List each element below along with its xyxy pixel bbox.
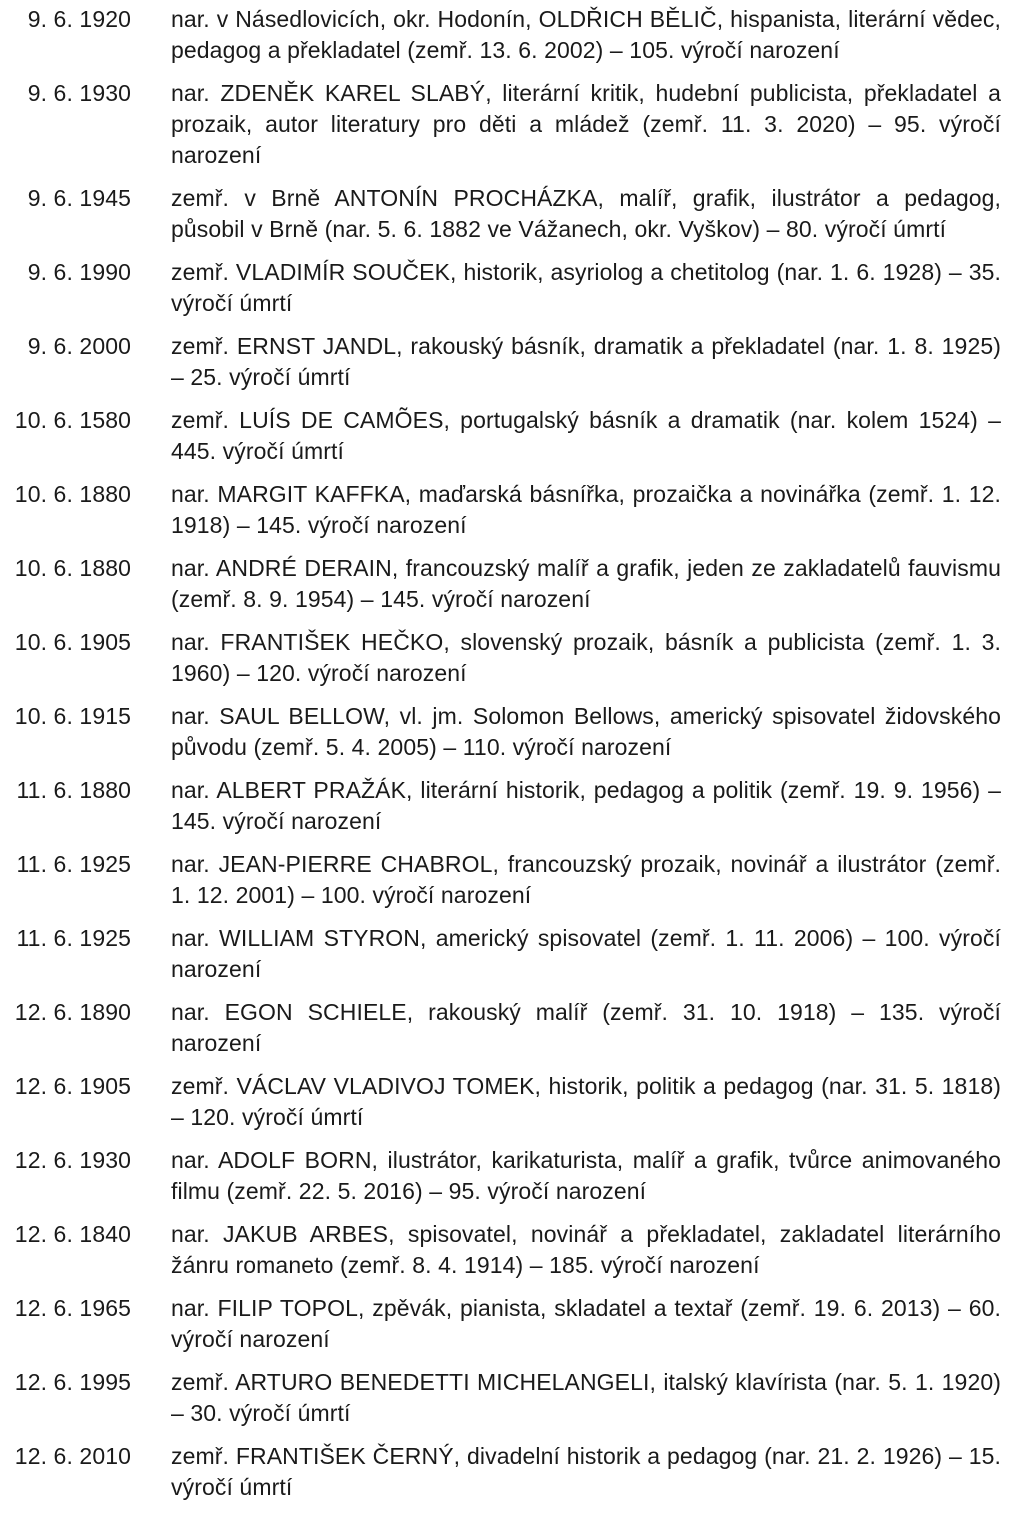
entry-text: zemř. VLADIMÍR SOUČEK, historik, asyriolog a chetitolog (nar. 1. 6. 1928) – 35. výročí úmrtí <box>171 259 1001 316</box>
entry-text: zemř. ARTURO BENEDETTI MICHELANGELI, italský klavírista (nar. 5. 1. 1920) – 30. výročí úmrtí <box>171 1369 1001 1426</box>
entry-date: 12. 6. 1965 <box>14 1295 131 1321</box>
list-item <box>0 849 1020 911</box>
list-item <box>0 78 1020 171</box>
entry-date: 9. 6. 2000 <box>27 333 131 359</box>
list-item <box>0 775 1020 837</box>
entry-date: 10. 6. 1580 <box>14 407 131 433</box>
entry-date: 10. 6. 1880 <box>14 555 131 581</box>
entry-date: 12. 6. 1995 <box>14 1369 131 1395</box>
entry-text: nar. FRANTIŠEK HEČKO, slovenský prozaik, básník a publicista (zemř. 1. 3. 1960) – 120. výročí narození <box>171 629 1001 686</box>
list-item <box>0 4 1020 66</box>
entry-text: zemř. VÁCLAV VLADIVOJ TOMEK, historik, politik a pedagog (nar. 31. 5. 1818) – 120. výročí úmrtí <box>171 1073 1001 1130</box>
entry-date: 9. 6. 1990 <box>27 259 131 285</box>
entry-date: 11. 6. 1925 <box>16 851 131 877</box>
entry-date: 10. 6. 1905 <box>14 629 131 655</box>
entry-date: 12. 6. 1890 <box>14 999 131 1025</box>
entry-text: nar. ADOLF BORN, ilustrátor, karikaturista, malíř a grafik, tvůrce animovaného filmu (zemř. 22. 5. 2016) – 95. výročí narození <box>171 1147 1001 1204</box>
list-item <box>0 701 1020 763</box>
list-item <box>0 997 1020 1059</box>
entry-text: zemř. FRANTIŠEK ČERNÝ, divadelní historik a pedagog (nar. 21. 2. 1926) – 15. výročí úmrtí <box>171 1443 1001 1500</box>
entry-text: nar. ANDRÉ DERAIN, francouzský malíř a grafik, jeden ze zakladatelů fauvismu (zemř. 8. 9. 1954) – 145. výročí narození <box>171 555 1001 612</box>
list-item <box>0 257 1020 319</box>
list-item <box>0 1145 1020 1207</box>
list-item <box>0 627 1020 689</box>
list-item <box>0 183 1020 245</box>
entry-text: nar. EGON SCHIELE, rakouský malíř (zemř. 31. 10. 1918) – 135. výročí narození <box>171 999 1001 1056</box>
entry-text: nar. JEAN-PIERRE CHABROL, francouzský prozaik, novinář a ilustrátor (zemř. 1. 12. 2001) – 100. výročí narození <box>171 851 1001 908</box>
entry-date: 10. 6. 1915 <box>14 703 131 729</box>
list-item <box>0 1071 1020 1133</box>
entry-date: 12. 6. 1930 <box>14 1147 131 1173</box>
list-item <box>0 1441 1020 1503</box>
list-item <box>0 1293 1020 1355</box>
list-item <box>0 479 1020 541</box>
list-item <box>0 923 1020 985</box>
entry-date: 11. 6. 1880 <box>16 777 131 803</box>
entry-date: 12. 6. 1905 <box>14 1073 131 1099</box>
entry-date: 12. 6. 1840 <box>14 1221 131 1247</box>
entry-text: zemř. ERNST JANDL, rakouský básník, dramatik a překladatel (nar. 1. 8. 1925) – 25. výročí úmrtí <box>171 333 1001 390</box>
entry-text: nar. ALBERT PRAŽÁK, literární historik, pedagog a politik (zemř. 19. 9. 1956) – 145. výročí narození <box>171 777 1001 834</box>
entry-date: 9. 6. 1920 <box>27 6 131 32</box>
list-item <box>0 553 1020 615</box>
entry-text: nar. WILLIAM STYRON, americký spisovatel (zemř. 1. 11. 2006) – 100. výročí narození <box>171 925 1001 982</box>
entry-date: 11. 6. 1925 <box>16 925 131 951</box>
entry-text: nar. v Násedlovicích, okr. Hodonín, OLDŘICH BĚLIČ, hispanista, literární vědec, pedagog a překladatel (zemř. 13. 6. 2002) – 105. výročí narození <box>171 6 1001 63</box>
entry-text: nar. JAKUB ARBES, spisovatel, novinář a překladatel, zakladatel literárního žánru romaneto (zemř. 8. 4. 1914) – 185. výročí narození <box>171 1221 1001 1278</box>
entry-date: 10. 6. 1880 <box>14 481 131 507</box>
list-item <box>0 1219 1020 1281</box>
entry-date: 12. 6. 2010 <box>14 1443 131 1469</box>
entry-text: nar. FILIP TOPOL, zpěvák, pianista, skladatel a textař (zemř. 19. 6. 2013) – 60. výročí narození <box>171 1295 1001 1352</box>
list-item <box>0 1367 1020 1429</box>
entry-date: 9. 6. 1945 <box>27 185 131 211</box>
entry-text: nar. MARGIT KAFFKA, maďarská básnířka, prozaička a novinářka (zemř. 1. 12. 1918) – 145. výročí narození <box>171 481 1001 538</box>
anniversary-list <box>0 4 1020 1515</box>
entry-text: nar. SAUL BELLOW, vl. jm. Solomon Bellows, americký spisovatel židovského původu (zemř. 5. 4. 2005) – 110. výročí narození <box>171 703 1001 760</box>
list-item <box>0 331 1020 393</box>
entry-text: zemř. v Brně ANTONÍN PROCHÁZKA, malíř, grafik, ilustrátor a pedagog, působil v Brně (nar. 5. 6. 1882 ve Vážanech, okr. Vyškov) – 80. výročí úmrtí <box>171 185 1001 242</box>
entry-text: nar. ZDENĚK KAREL SLABÝ, literární kritik, hudební publicista, překladatel a prozaik, autor literatury pro děti a mládež (zemř. 11. 3. 2020) – 95. výročí narození <box>171 80 1001 168</box>
list-item <box>0 405 1020 467</box>
entry-text: zemř. LUÍS DE CAMÕES, portugalský básník a dramatik (nar. kolem 1524) – 445. výročí úmrtí <box>171 407 1001 464</box>
entry-date: 9. 6. 1930 <box>27 80 131 106</box>
